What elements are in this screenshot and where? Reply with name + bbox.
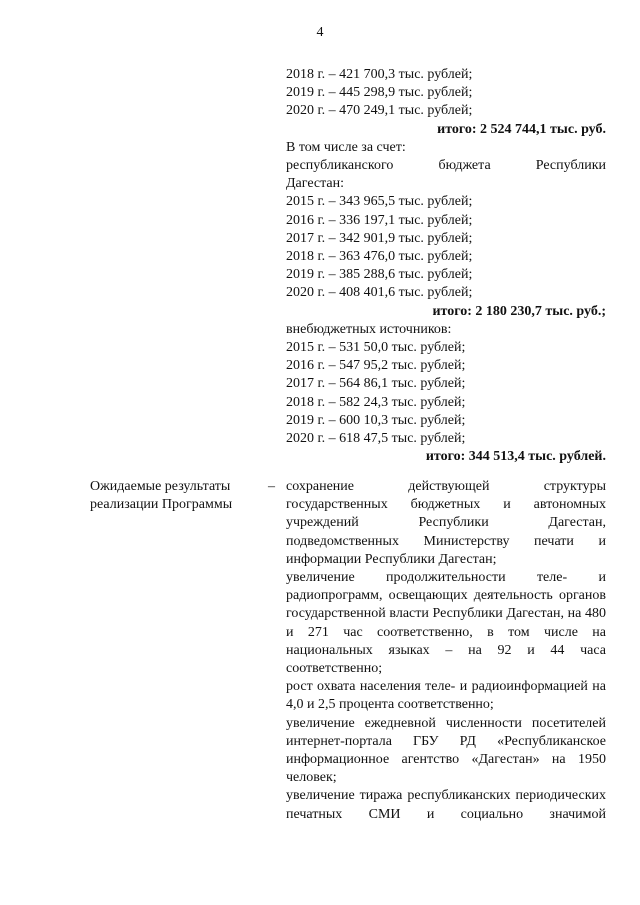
offbudget-line: 2017 г. – 564 86,1 тыс. рублей; [286,376,466,392]
offbudget-line: 2019 г. – 600 10,3 тыс. рублей; [286,412,466,428]
funding-including: В том числе за счет: [286,139,406,155]
republic-line: 2017 г. – 342 901,9 тыс. рублей; [286,230,473,246]
offbudget-line: 2018 г. – 582 24,3 тыс. рублей; [286,394,466,410]
funding-block [286,66,606,466]
republic-line: 2015 г. – 343 965,5 тыс. рублей; [286,194,473,210]
offbudget-line: 2020 г. – 618 47,5 тыс. рублей; [286,431,466,447]
funding-line: 2019 г. – 445 298,9 тыс. рублей; [286,85,473,101]
funding-line: 2020 г. – 470 249,1 тыс. рублей; [286,103,473,119]
heading-word: бюджета [438,158,491,174]
result-item: увеличение продолжительности теле- и радиопрограмм, освещающих деятельность органов государственной власти Республики Дагестан, на 480 и 271 час соответственно, в том числе на национальных языках – на 92 и 44 часа соответственно; [286,570,606,677]
result-item: увеличение тиража республиканских периодических печатных СМИ и социально значимой [286,788,606,822]
offbudget-line: 2015 г. – 531 50,0 тыс. рублей; [286,340,466,356]
funding-total: итого: 2 524 744,1 тыс. руб. [437,121,606,137]
result-item: рост охвата населения теле- и радиоинформацией на 4,0 и 2,5 процента соответственно; [286,679,606,713]
republic-line: 2020 г. – 408 401,6 тыс. рублей; [286,285,473,301]
result-item: увеличение ежедневной численности посетителей интернет-портала ГБУ РД «Республиканское информационное агентство «Дагестан» на 1950 человек; [286,715,606,786]
republic-line: 2018 г. – 363 476,0 тыс. рублей; [286,249,473,265]
results-dash: – [268,479,275,494]
republic-line: 2016 г. – 336 197,1 тыс. рублей; [286,212,473,228]
republic-budget-heading [286,157,606,175]
results-list [286,478,606,824]
heading-word: Республики [535,158,606,174]
offbudget-heading: внебюджетных источников: [286,321,452,337]
heading-word: республиканского [286,158,394,174]
offbudget-line: 2016 г. – 547 95,2 тыс. рублей; [286,358,466,374]
republic-budget-heading-tail: Дагестан: [286,176,344,192]
offbudget-total: итого: 344 513,4 тыс. рублей. [425,449,606,465]
page-number: 4 [316,25,324,40]
funding-line: 2018 г. – 421 700,3 тыс. рублей; [286,67,473,82]
results-label: Ожидаемые результаты реализации Программы [90,479,233,513]
result-item: сохранение действующей структуры государственных бюджетных и автономных учреждений Республики Дагестан, подведомственных Министерству печати и информации Республики Дагестан; [286,479,606,567]
republic-total: итого: 2 180 230,7 тыс. руб.; [432,303,606,319]
republic-line: 2019 г. – 385 288,6 тыс. рублей; [286,267,473,283]
